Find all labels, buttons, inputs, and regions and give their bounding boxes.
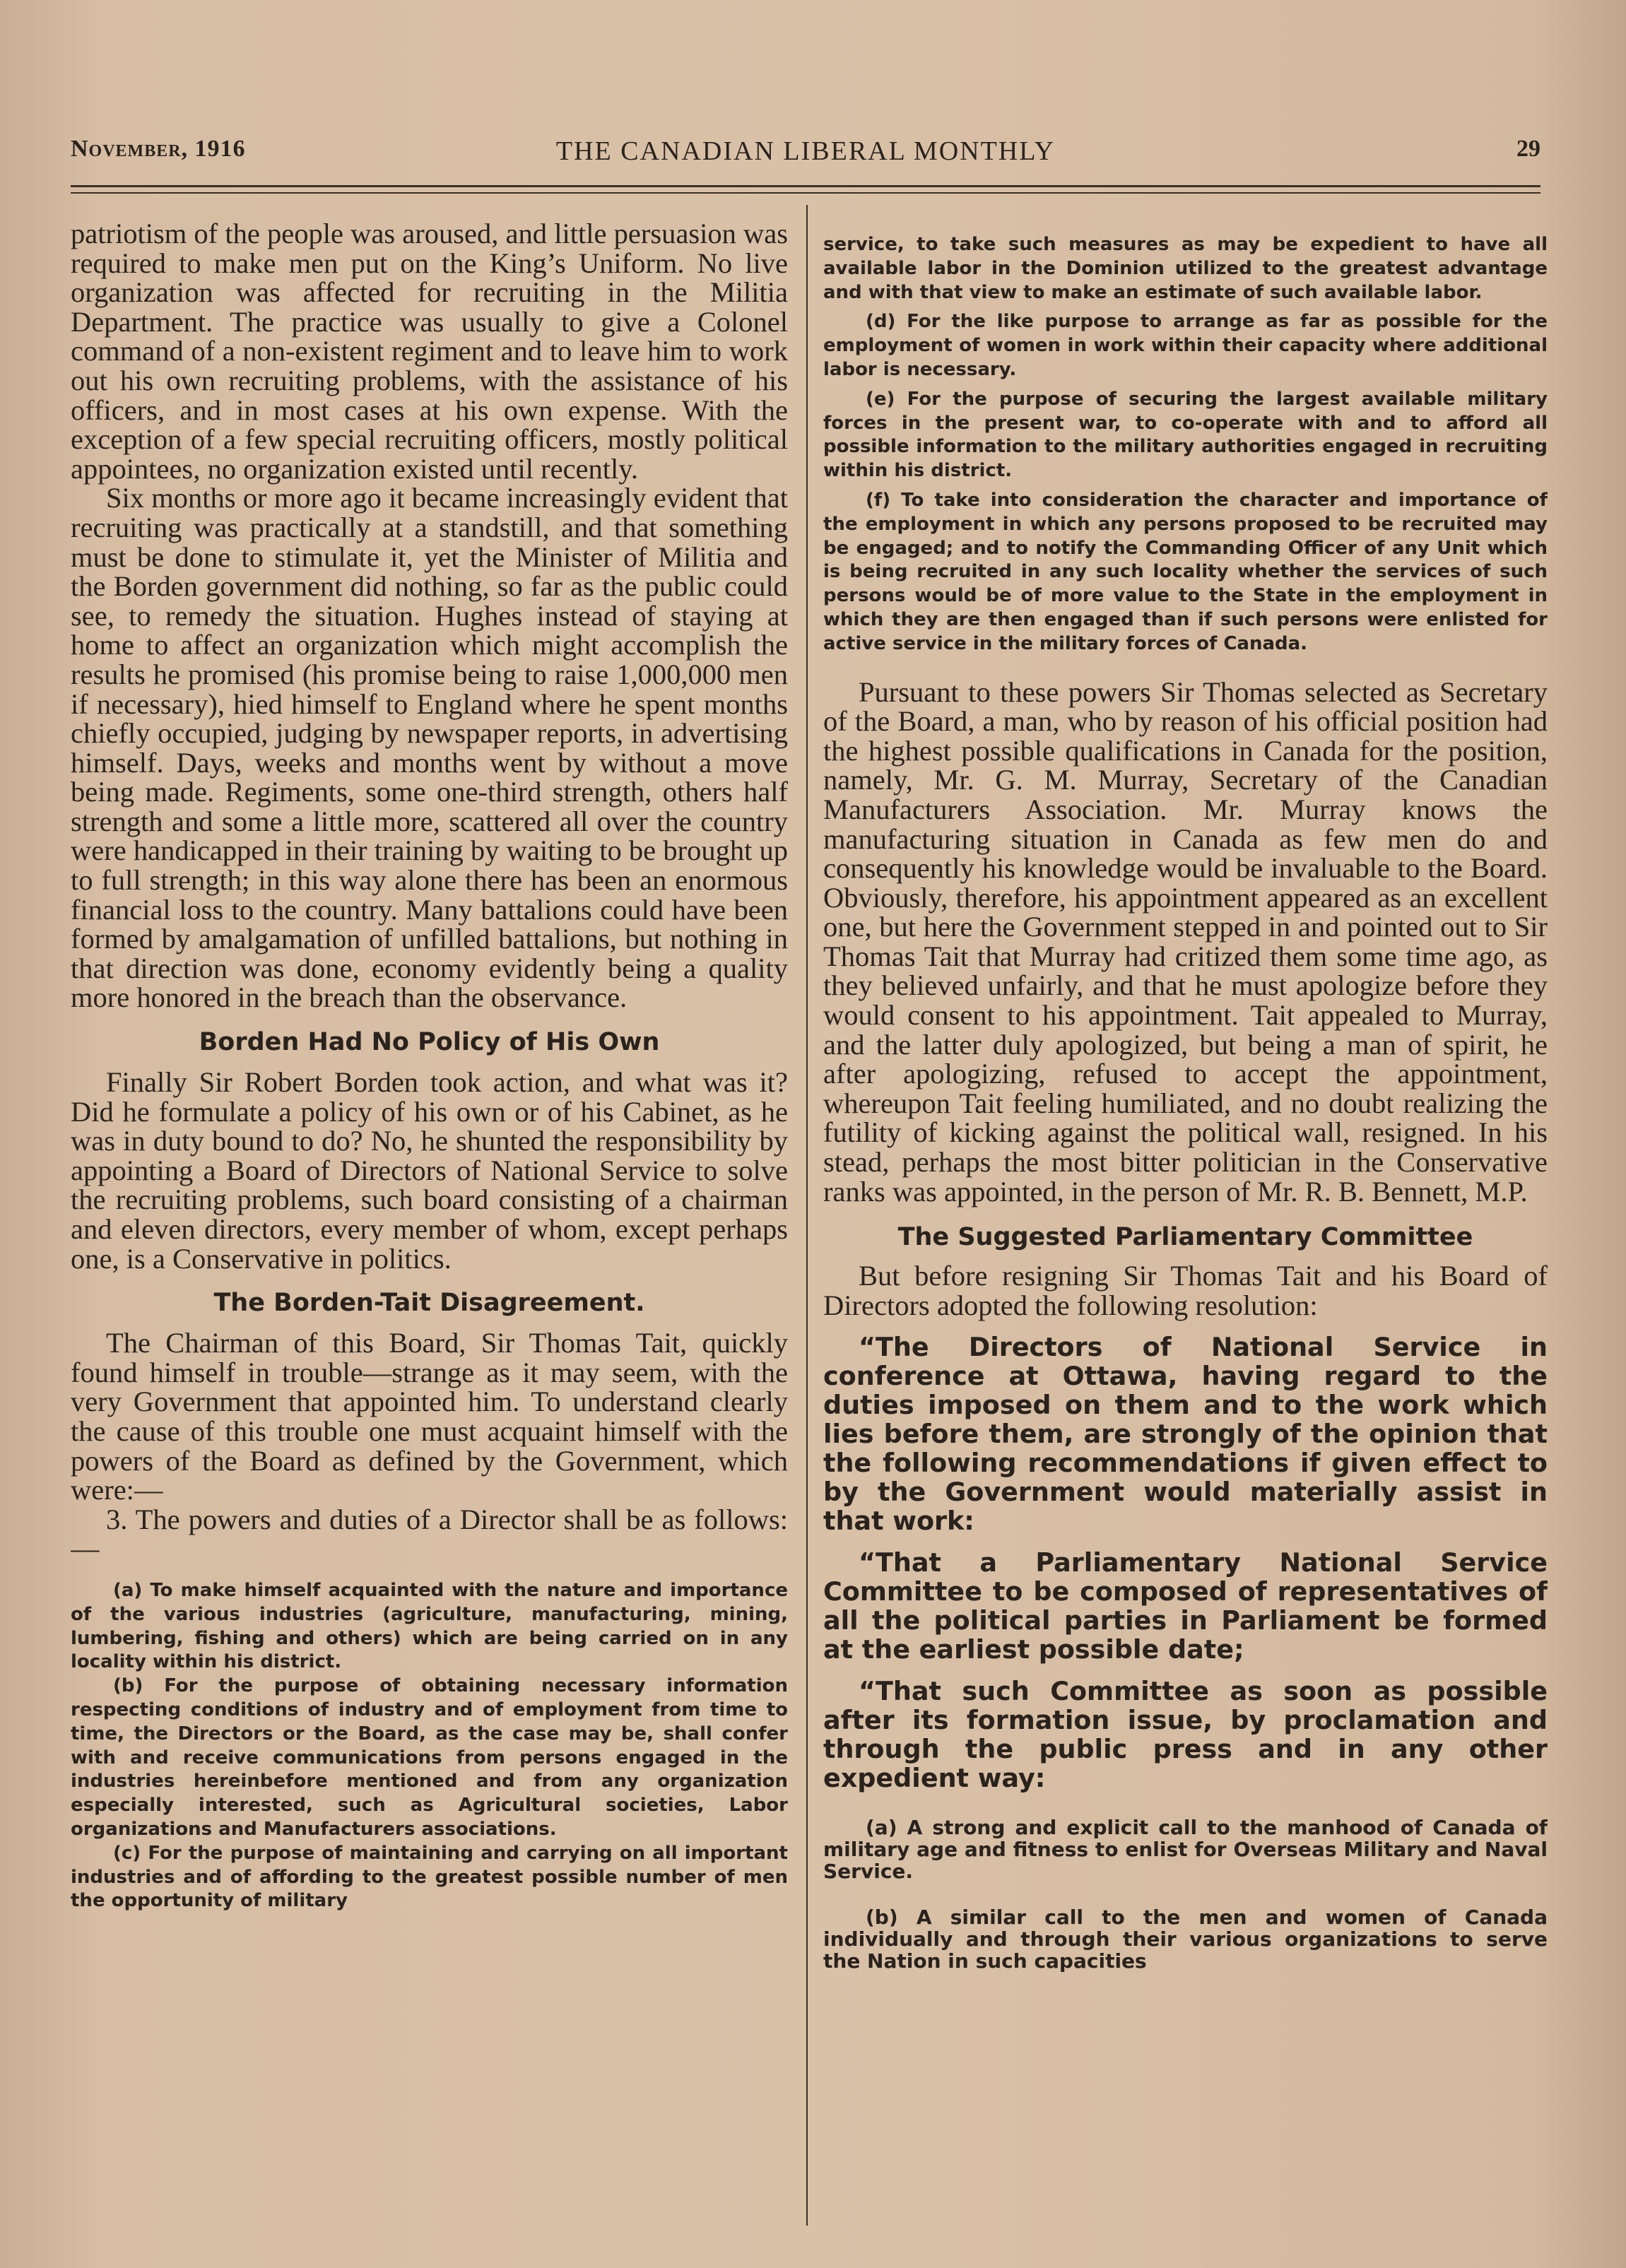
section-heading: The Borden-Tait Disagreement. — [213, 1289, 645, 1318]
header-rule-bottom — [71, 192, 1540, 194]
clause-c: (c) For the purpose of maintaining and carrying on all important industries and of affording to the greatest possible number of men the opportunity of military — [71, 1842, 788, 1912]
right-column — [823, 233, 1548, 2226]
column-divider — [806, 205, 808, 2226]
issue-date: November, 1916 — [71, 136, 246, 162]
clause-e: (e) For the purpose of securing the largest available military forces in the present war, to co-operate with and to afford all possible information to the military authorities engaged in recruiting within his district. — [823, 388, 1548, 482]
publication-title: THE CANADIAN LIBERAL MONTHLY — [555, 136, 1056, 166]
resolution-item-b: (b) A similar call to the men and women of Canada individually and through their various organizations to serve the Nation in such capacities — [823, 1906, 1548, 1973]
paragraph: patriotism of the people was aroused, and little persuasion was required to make men put on the King’s Uniform. No live organization was affected for recruiting in the Militia Department. The practice was usually to give a Colonel command of a non-existent regiment and to leave him to work out his own recruiting problems, with the assistance of his officers, and in most cases at his own expense. With the exception of a few special recruiting officers, mostly political appointees, no organization existed until recently. — [71, 219, 788, 485]
clause-b: (b) For the purpose of obtaining necessary information respecting conditions of industry and of employment from time to time, the Directors or the Board, as the case may be, shall confer with and receive communications from persons engaged in the industries hereinbefore mentioned and from any organization especially interested, such as Agricultural societies, Labor organizations and Manufacturers associations. — [71, 1675, 788, 1840]
resolution-quote: “That a Parliamentary National Service Committee to be composed of representatives of all the political parties in Parliament be formed at the earliest possible date; — [823, 1547, 1548, 1665]
resolution-quote: “That such Committee as soon as possible after its formation issue, by proclamation and through the public press and in any other expedient way: — [823, 1676, 1548, 1794]
clause-c-continued: service, to take such measures as may be expedient to have all available labor in the Dominion utilized to the greatest advantage and with that view to make an estimate of such available labor. — [823, 234, 1548, 303]
paragraph: The Chairman of this Board, Sir Thomas Tait, quickly found himself in trouble—strange as it may seem, with the very Government that appointed him. To understand clearly the cause of this trouble one must acquaint himself with the powers of the Board as defined by the Government, which were:— — [71, 1327, 788, 1506]
running-header — [71, 136, 1540, 178]
clause-f: (f) To take into consideration the character and importance of the employment in which any persons proposed to be recruited may be engaged; and to notify the Commanding Officer of any Unit which is being recruited in any such locality whether the services of such persons would be of more value to the State in the employment in which they are then engaged than if such persons were enlisted for active service in the military forces of Canada. — [823, 489, 1548, 654]
clause-a: (a) To make himself acquainted with the nature and importance of the various industries (agriculture, manufacturing, mining, lumbering, fishing and others) which are being carried on in any locality within his district. — [71, 1579, 788, 1673]
resolution-quote: “The Directors of National Service in conference at Ottawa, having regard to the duties imposed on them and to the work which lies before them, are strongly of the opinion that the following recommendations if given effect to by the Government would materially assist in that work: — [823, 1332, 1548, 1537]
paragraph: Pursuant to these powers Sir Thomas selected as Secretary of the Board, a man, who by reason of his official position had the highest possible qualifications in Canada for the position, namely, Mr. G. M. Murray, Secretary of the Canadian Manufacturers Association. Mr. Murray knows the manufacturing situation in Canada as few men do and consequently his knowledge would be invaluable to the Board. Obviously, therefore, his appointment appeared as an excellent one, but here the Government stepped in and pointed out to Sir Thomas Tait that Murray had critized them some time ago, as they believed unfairly, and that he must apologize before they would consent to his appointment. Tait appealed to Murray, and the latter duly apologized, but being a man of spirit, he after apologizing, refused to accept the appointment, whereupon Tait feeling humiliated, and no doubt realizing the futility of kicking against the political wall, resigned. In his stead, perhaps the most bitter politician in the Conservative ranks was appointed, in the person of Mr. R. B. Bennett, M.P. — [823, 675, 1548, 1207]
clause-d: (d) For the like purpose to arrange as far as possible for the employment of women in work within their capacity where additional labor is necessary. — [823, 311, 1548, 380]
paragraph: Six months or more ago it became increasingly evident that recruiting was practically at a standstill, and that something must be done to stimulate it, yet the Minister of Militia and the Borden government did nothing, so far as the public could see, to remedy the situation. Hughes instead of staying at home to affect an organization which might accomplish the results he promised (his promise being to raise 1,000,000 men if necessary), hied himself to England where he spent months chiefly occupied, judging by newspaper reports, in advertising himself. Days, weeks and months went by without a move being made. Regiments, some one-third strength, others half strength and some a little more, scattered all over the country were handicapped in their training by waiting to be brought up to full strength; in this way alone there has been an enormous financial loss to the country. Many battalions could have been formed by amalgamation of unfilled battalions, but nothing in that direction was done, economy evidently being a quality more honored in the breach than the observance. — [71, 482, 788, 1014]
resolution-item-a: (a) A strong and explicit call to the manhood of Canada of military age and fitness to enlist for Overseas Military and Naval Service. — [823, 1816, 1548, 1884]
paragraph: But before resigning Sir Thomas Tait and his Board of Directors adopted the following resolution: — [823, 1260, 1548, 1321]
section-heading: The Suggested Parliamentary Committee — [897, 1223, 1473, 1252]
header-rule-top — [71, 185, 1540, 187]
page-number: 29 — [1516, 136, 1540, 162]
paragraph: Finally Sir Robert Borden took action, and what was it? Did he formulate a policy of his own or of his Cabinet, as he was in duty bound to do? No, he shunted the responsibility by appointing a Board of Directors of National Service to solve the recruiting problems, such board consisting of a chairman and eleven directors, every member of whom, except perhaps one, is a Conservative in politics. — [71, 1066, 788, 1275]
section-heading: Borden Had No Policy of His Own — [199, 1028, 660, 1057]
paragraph: 3. The powers and duties of a Director shall be as follows:— — [71, 1503, 788, 1565]
left-column — [71, 219, 788, 2226]
